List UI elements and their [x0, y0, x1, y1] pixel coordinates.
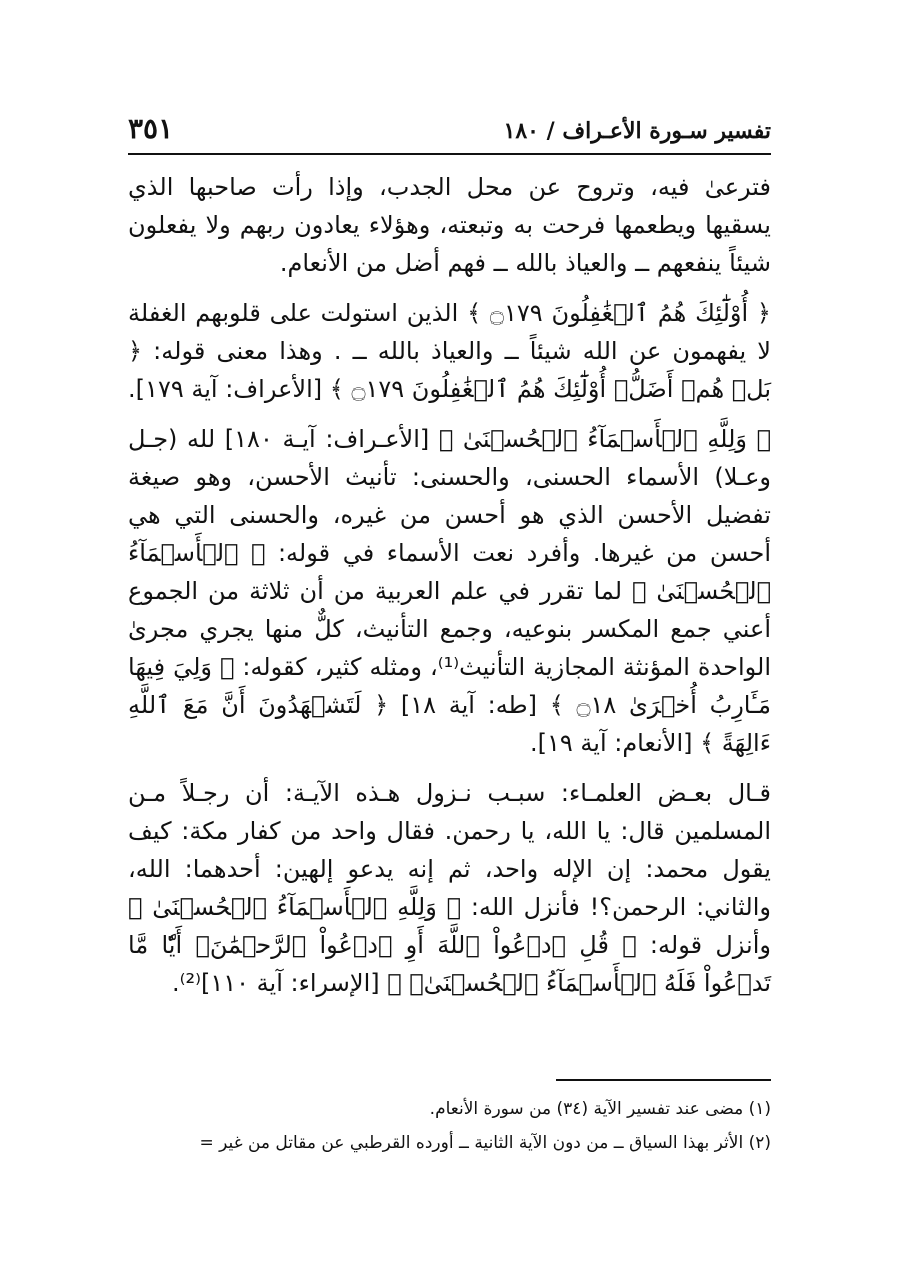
paragraph-1: فترعىٰ فيه، وتروح عن محل الجدب، وإذا رأت صاحبها الذي يسقيها ويطعمها فرحت به وتبعته، وهؤلاء يعادون ربهم ولا يفعلون شيئاً ينفعهم ــ والعياذ بالله ــ فهم أضل من الأنعام.	[128, 173, 771, 277]
footnote-2: (٢) الأثر بهذا السياق ــ من دون الآية الثانية ــ أورده القرطبي عن مقاتل من غير =	[199, 1133, 771, 1153]
paragraph-4: قـال بعـض العلمـاء: سبـب نـزول هـذه الآيـة: أن رجـلاً مـن المسلمين قال: يا الله، يا رحمن. فقال واحد من كفار مكة: كيف يقول محمد: إن الإله واحد، ثم إنه يدعو إلهين: أحدهما: الله، والثاني: الرحمن؟! فأنزل الله: ﴿ وَلِلَّهِ ٱلۡأَسۡمَآءُ ٱلۡحُسۡنَىٰ ﴾ وأنزل قوله: ﴿ قُلِ ٱدۡعُواْ ٱللَّهَ أَوِ ٱدۡعُواْ ٱلرَّحۡمَٰنَۖ أَيّٗا مَّا تَدۡعُواْ فَلَهُ ٱلۡأَسۡمَآءُ ٱلۡحُسۡنَىٰۚ ﴾ [الإسراء: آية ١١٠]⁽²⁾.	[128, 779, 771, 997]
running-title: تفسير سـورة الأعـراف / ١٨٠	[503, 118, 771, 144]
footnote-rule	[556, 1079, 771, 1081]
page-header	[128, 110, 771, 154]
paragraph-2: ﴿ أُوْلَٰٓئِكَ هُمُ ٱلۡغَٰفِلُونَ ۝١٧٩ ﴾ الذين استولت على قلوبهم الغفلة لا يفهمون عن الله شيئاً ــ والعياذ بالله ــ . وهذا معنى قوله: ﴿ بَلۡ هُمۡ أَضَلُّۚ أُوْلَٰٓئِكَ هُمُ ٱلۡغَٰفِلُونَ ۝١٧٩ ﴾ [الأعراف: آية ١٧٩].	[128, 299, 771, 403]
page-number: ٣٥١	[128, 112, 174, 145]
main-text	[128, 168, 771, 1002]
footnotes	[128, 1092, 771, 1160]
header-rule	[128, 153, 771, 155]
paragraph-3: ﴿ وَلِلَّهِ ٱلۡأَسۡمَآءُ ٱلۡحُسۡنَىٰ ﴾ [الأعـراف: آيـة ١٨٠] لله (جـل وعـلا) الأسماء الحسنى، والحسنى: تأنيث الأحسن، وهو صيغة تفضيل الأحسن الذي هو أحسن من غيره، والحسنى التي هي أحسن من غيرها. وأفرد نعت الأسماء في قوله: ﴿ ٱلۡأَسۡمَآءُ ٱلۡحُسۡنَىٰ ﴾ لما تقرر في علم العربية من أن ثلاثة من الجموع أعني جمع المكسر بنوعيه، وجمع التأنيث، كلٌّ منها يجري مجرىٰ الواحدة المؤنثة المجازية التأنيث⁽¹⁾، ومثله كثير، كقوله: ﴿ وَلِيَ فِيهَا مَـَٔارِبُ أُخۡرَىٰ ۝١٨ ﴾ [طه: آية ١٨] ﴿ لَتَشۡهَدُونَ أَنَّ مَعَ ٱللَّهِ ءَالِهَةً ﴾ [الأنعام: آية ١٩].	[128, 425, 772, 757]
footnote-1: (١) مضى عند تفسير الآية (٣٤) من سورة الأنعام.	[429, 1099, 771, 1119]
